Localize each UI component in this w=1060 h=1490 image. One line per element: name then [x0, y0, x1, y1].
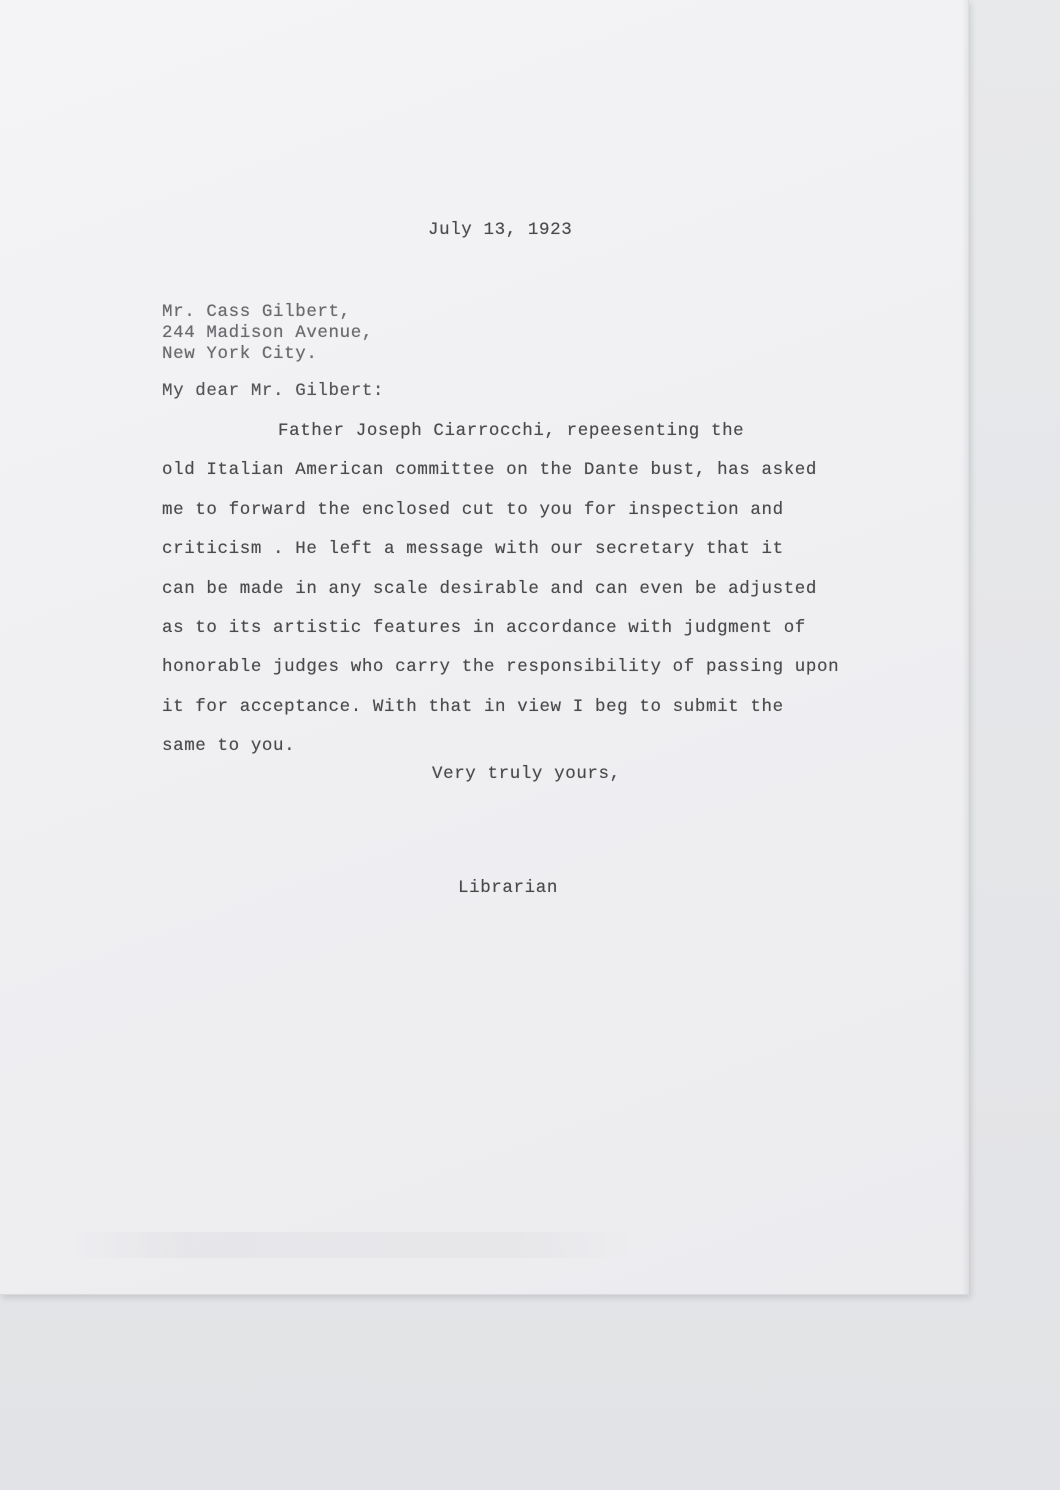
- letter-body: [162, 412, 839, 767]
- body-line: can be made in any scale desirable and can even be adjusted: [162, 578, 818, 599]
- body-line: it for acceptance. With that in view I beg to submit the: [162, 696, 784, 717]
- letter-date: July 13, 1923: [428, 220, 573, 240]
- address-line-name: Mr. Cass Gilbert,: [162, 302, 351, 322]
- body-line: honorable judges who carry the responsibility of passing upon: [162, 657, 840, 678]
- address-line-street: 244 Madison Avenue,: [162, 323, 373, 343]
- body-line: old Italian American committee on the Dante bust, has asked: [162, 460, 818, 481]
- recipient-address: [162, 302, 373, 365]
- address-line-city: New York City.: [162, 344, 318, 364]
- body-line: same to you.: [162, 736, 296, 757]
- bleed-through-mark: [70, 1232, 630, 1258]
- body-line: Father Joseph Ciarrocchi, repeesenting the: [278, 421, 745, 441]
- sheet-edge-shadow: [962, 0, 968, 1294]
- body-line: as to its artistic features in accordance with judgment of: [162, 618, 806, 639]
- salutation: My dear Mr. Gilbert:: [162, 381, 385, 401]
- body-line: me to forward the enclosed cut to you for inspection and: [162, 499, 784, 520]
- signature-title: Librarian: [458, 878, 558, 898]
- body-line: criticism . He left a message with our secretary that it: [162, 539, 784, 560]
- complimentary-close: Very truly yours,: [432, 764, 621, 784]
